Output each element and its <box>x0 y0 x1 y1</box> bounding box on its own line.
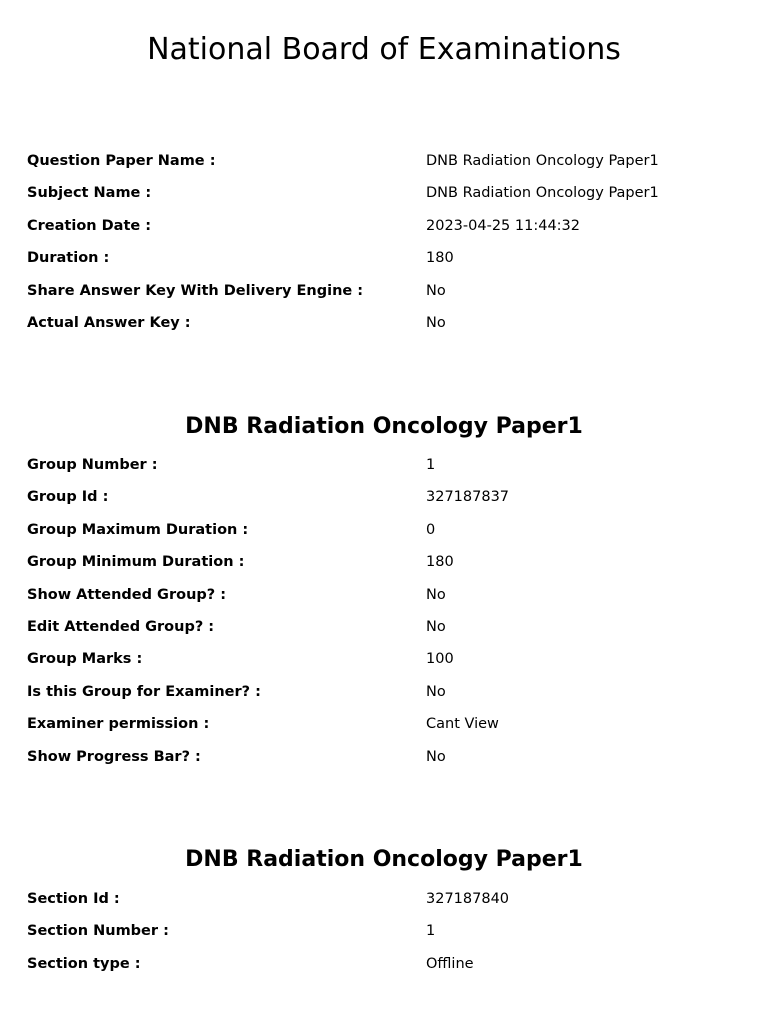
group-section-heading: DNB Radiation Oncology Paper1 <box>185 414 583 439</box>
table-row <box>27 281 747 313</box>
row-label: Group Minimum Duration : <box>27 554 245 571</box>
table-row <box>27 747 747 779</box>
row-label: Subject Name : <box>27 185 152 202</box>
section-info-heading: DNB Radiation Oncology Paper1 <box>185 847 583 872</box>
table-row <box>27 889 747 921</box>
row-value: No <box>426 282 446 299</box>
row-value: 1 <box>426 923 436 940</box>
row-value: No <box>426 314 446 331</box>
row-label: Group Maximum Duration : <box>27 521 249 538</box>
table-row <box>27 617 747 649</box>
row-value: 327187837 <box>426 489 510 506</box>
table-row <box>27 682 747 714</box>
table-row <box>27 216 747 248</box>
row-label: Section Id : <box>27 891 120 907</box>
row-value: 1 <box>426 457 436 473</box>
section-info-table <box>27 889 747 986</box>
table-row <box>27 455 747 487</box>
row-value: 100 <box>426 651 454 668</box>
table-row <box>27 520 747 552</box>
row-value: 2023-04-25 11:44:32 <box>426 217 580 234</box>
table-row <box>27 921 747 953</box>
row-value: No <box>426 618 446 635</box>
row-label: Duration : <box>27 250 110 267</box>
row-label: Actual Answer Key : <box>27 314 191 331</box>
row-value: 180 <box>426 250 454 267</box>
row-value: 327187840 <box>426 891 510 907</box>
row-value: Offline <box>426 955 474 972</box>
row-label: Group Id : <box>27 489 109 506</box>
row-label: Question Paper Name : <box>27 153 216 169</box>
row-value: DNB Radiation Oncology Paper1 <box>426 185 659 202</box>
row-label: Share Answer Key With Delivery Engine : <box>27 282 364 299</box>
group-info-table <box>27 455 747 779</box>
paper-info-table <box>27 151 747 345</box>
table-row <box>27 649 747 681</box>
table-row <box>27 248 747 280</box>
row-label: Section type : <box>27 955 141 972</box>
row-value: Cant View <box>426 716 499 733</box>
table-row <box>27 183 747 215</box>
row-value: 0 <box>426 521 436 538</box>
table-row <box>27 954 747 986</box>
row-label: Section Number : <box>27 923 169 940</box>
table-row <box>27 487 747 519</box>
table-row <box>27 313 747 345</box>
row-label: Show Progress Bar? : <box>27 748 201 765</box>
row-value: DNB Radiation Oncology Paper1 <box>426 153 659 169</box>
row-label: Examiner permission : <box>27 716 210 733</box>
table-row <box>27 552 747 584</box>
table-row <box>27 151 747 183</box>
row-label: Is this Group for Examiner? : <box>27 683 261 700</box>
row-label: Creation Date : <box>27 217 152 234</box>
row-value: No <box>426 586 446 603</box>
row-label: Show Attended Group? : <box>27 586 227 603</box>
row-value: 180 <box>426 554 454 571</box>
row-label: Group Marks : <box>27 651 143 668</box>
page-title: National Board of Examinations <box>147 32 621 67</box>
table-row <box>27 585 747 617</box>
row-label: Edit Attended Group? : <box>27 618 215 635</box>
row-value: No <box>426 748 446 765</box>
row-label: Group Number : <box>27 457 158 473</box>
table-row <box>27 714 747 746</box>
row-value: No <box>426 683 446 700</box>
